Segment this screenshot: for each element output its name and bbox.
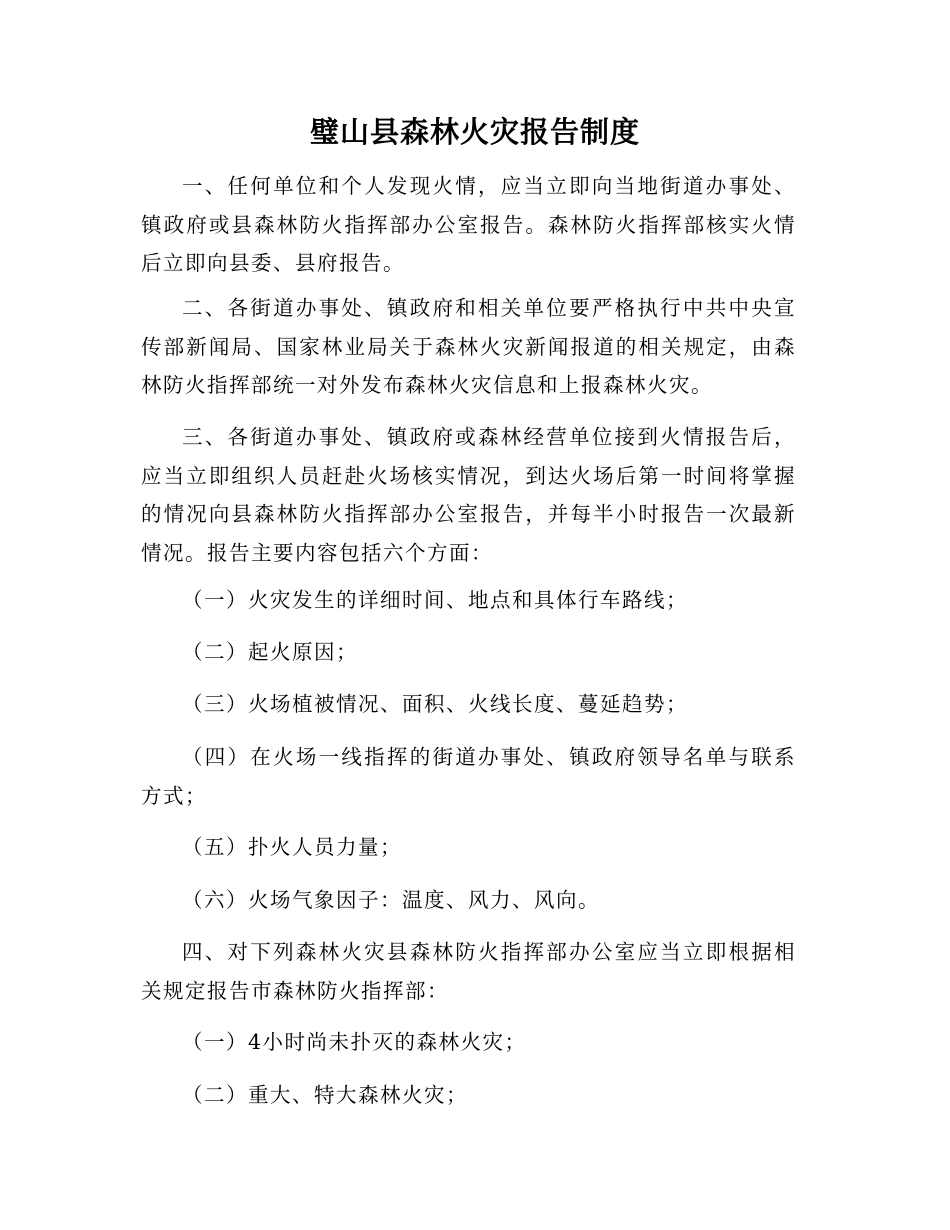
list-item-3-6: （六）火场气象因子：温度、风力、风向。 bbox=[182, 888, 600, 912]
document-title: 璧山县森林火灾报告制度 bbox=[309, 115, 640, 149]
list-item-3-3: （三）火场植被情况、面积、火线长度、蔓延趋势； bbox=[182, 692, 688, 716]
list-item-3-1: （一）火灾发生的详细时间、地点和具体行车路线； bbox=[182, 588, 688, 612]
paragraph-3: 三、各街道办事处、镇政府或森林经营单位接到火情报告后，应当立即组织人员赶赴火场核实情况，到达火场后第一时间将掌握的情况向县森林防火指挥部办公室报告，并每半小时报告一次最新情况。报告主要内容包括六个方面： bbox=[141, 425, 796, 565]
paragraph-4: 四、对下列森林火灾县森林防火指挥部办公室应当立即根据相关规定报告市森林防火指挥部： bbox=[141, 940, 796, 1003]
list-item-4-1: （一）4小时尚未扑灭的森林火灾； bbox=[182, 1030, 527, 1054]
list-item-3-4: （四）在火场一线指挥的街道办事处、镇政府领导名单与联系方式； bbox=[141, 745, 796, 808]
paragraph-1: 一、任何单位和个人发现火情，应当立即向当地街道办事处、镇政府或县森林防火指挥部办公室报告。森林防火指挥部核实火情后立即向县委、县府报告。 bbox=[141, 174, 796, 275]
list-item-3-5: （五）扑火人员力量； bbox=[182, 835, 402, 859]
list-item-3-2: （二）起火原因； bbox=[182, 640, 358, 664]
paragraph-2: 二、各街道办事处、镇政府和相关单位要严格执行中共中央宣传部新闻局、国家林业局关于森林火灾新闻报道的相关规定，由森林防火指挥部统一对外发布森林火灾信息和上报森林火灾。 bbox=[141, 296, 796, 397]
list-item-4-2: （二）重大、特大森林火灾； bbox=[182, 1083, 468, 1107]
